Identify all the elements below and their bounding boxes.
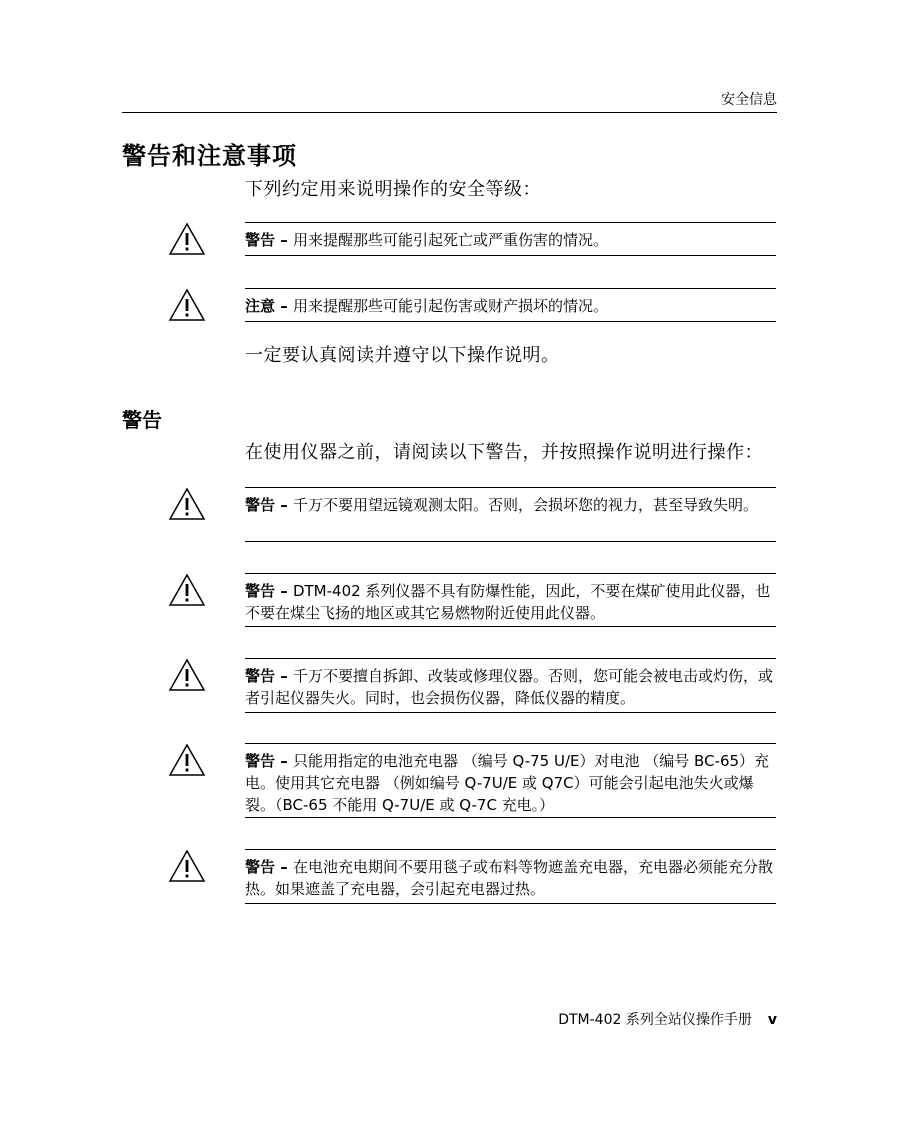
note-label: 警告 [245,496,276,514]
note-dash: – [275,858,293,876]
note-text: 用来提醒那些可能引起死亡或严重伤害的情况。 [292,231,608,249]
warning-item [245,849,776,904]
warnings-heading: 警告 [122,408,162,432]
note-label: 注意 [245,297,276,315]
note-text: 千万不要擅自拆卸、改装或修理仪器。否则，您可能会被电击或灼伤，或者引起仪器失火。同时，也会损伤仪器，降低仪器的精度。 [245,667,773,707]
header-rule [122,112,777,113]
note-dash: – [275,231,293,249]
note-dash: – [275,582,293,600]
warning-triangle-icon [168,658,206,692]
note-label: 警告 [245,752,276,770]
note-text: 在电池充电期间不要用毯子或布料等物遮盖充电器，充电器必须能充分散热。如果遮盖了充电器，会引起充电器过热。 [245,858,773,898]
warning-triangle-icon [168,743,206,777]
warning-item [245,743,776,818]
warning-triangle-icon [168,487,206,521]
note-label: 警告 [245,667,276,685]
read-instructions-paragraph: 一定要认真阅读并遵守以下操作说明。 [245,345,560,366]
note-text: 只能用指定的电池充电器 （编号 Q-75 U/E）对电池 （编号 BC-65）充电。使用其它充电器 （例如编号 Q-7U/E 或 Q7C）可能会引起电池失火或爆裂。（BC-65 不能用 Q-7U/E 或 Q-7C 充电。） [245,752,770,814]
note-label: 警告 [245,582,276,600]
warning-item [245,658,776,713]
page-title: 警告和注意事项 [122,142,297,170]
note-label: 警告 [245,858,276,876]
note-dash: – [275,496,293,514]
note-dash: – [275,752,293,770]
warning-item [245,487,776,542]
warning-triangle-icon [168,573,206,607]
warning-triangle-icon [168,222,206,256]
page-footer [558,1009,777,1029]
warning-item [245,573,776,627]
note-text: 千万不要用望远镜观测太阳。否则，会损坏您的视力，甚至导致失明。 [292,496,758,514]
level-warning-note [245,222,776,256]
note-text: DTM-402 系列仪器不具有防爆性能，因此，不要在煤矿使用此仪器，也不要在煤尘飞扬的地区或其它易燃物附近使用此仪器。 [245,582,771,622]
running-header: 安全信息 [721,92,777,108]
level-caution-note [245,288,776,322]
page-number: v [767,1012,777,1028]
intro-paragraph: 下列约定用来说明操作的安全等级： [245,179,541,200]
warning-triangle-icon [168,849,206,883]
footer-manual-title: DTM-402 系列全站仪操作手册 [558,1012,752,1028]
warnings-intro-paragraph: 在使用仪器之前，请阅读以下警告，并按照操作说明进行操作： [245,442,763,463]
note-dash: – [275,667,293,685]
note-text: 用来提醒那些可能引起伤害或财产损坏的情况。 [292,297,608,315]
note-label: 警告 [245,231,276,249]
note-dash: – [275,297,293,315]
warning-triangle-icon [168,288,206,322]
